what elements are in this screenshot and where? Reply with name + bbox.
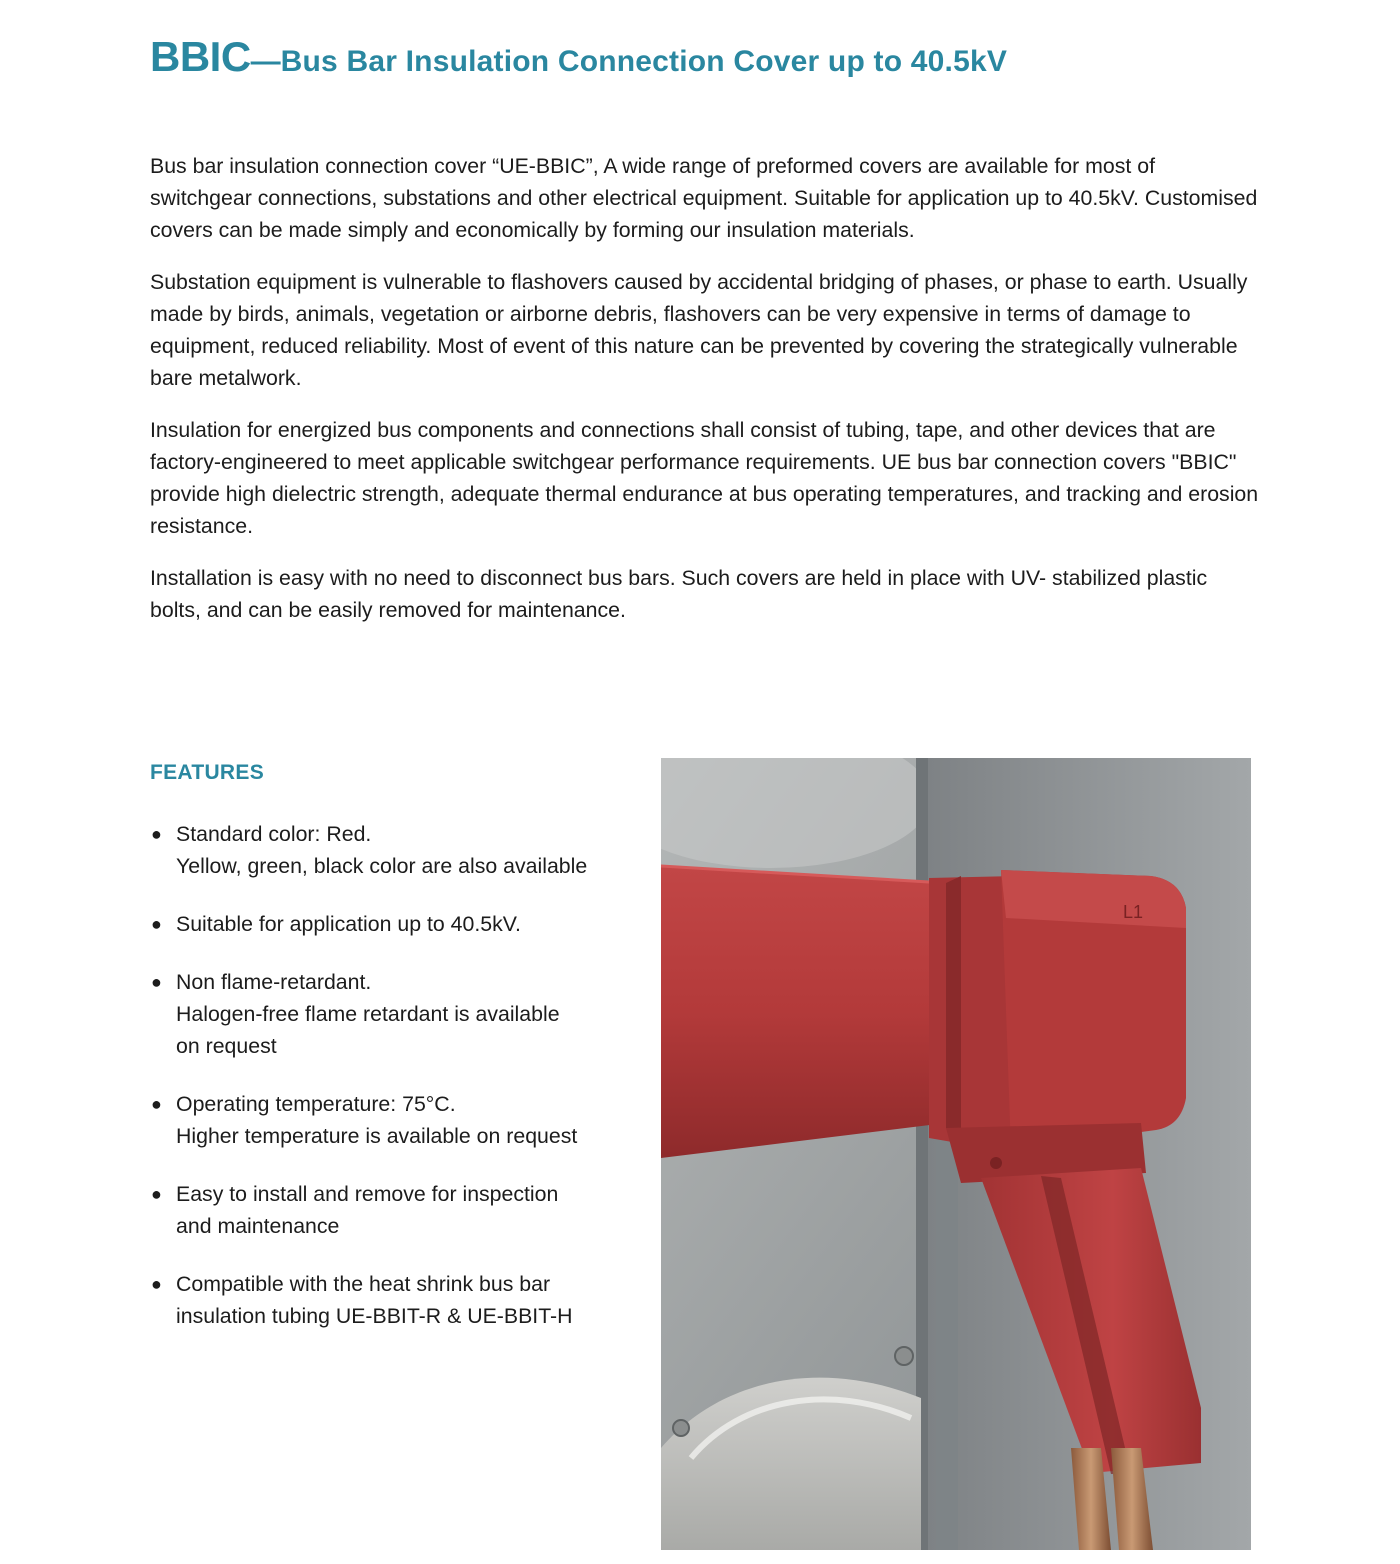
intro-paragraph-2: Substation equipment is vulnerable to flashovers caused by accidental bridging of phases, or phase to earth. Usually made by birds, animals, vegetation or airborne debris, flashovers can be very expensive in terms of damage to equipment, reduced reliability. Most of event of this nature can be prevented by covering the strategically vulnerable bare metalwork. <box>150 270 1248 390</box>
bullet-icon: ● <box>151 1274 162 1294</box>
collar-shadow <box>946 876 961 1133</box>
feature-line: Operating temperature: 75°C. <box>176 1092 456 1116</box>
feature-item-color <box>150 818 640 882</box>
feature-line: Standard color: Red. <box>176 822 372 846</box>
page-title <box>150 33 1008 80</box>
bus-bar-cover-horizontal <box>661 866 946 1158</box>
feature-line: and maintenance <box>176 1214 340 1238</box>
feature-line: insulation tubing UE-BBIT-R & UE-BBIT-H <box>176 1304 573 1328</box>
feature-item-compatible <box>150 1268 640 1332</box>
features-heading: FEATURES <box>150 761 265 784</box>
intro-paragraph-3: Insulation for energized bus components and connections shall consist of tubing, tape, and other devices that are factory-engineered to meet applicable switchgear performance requirements. UE bus bar connection covers "BBIC" provide high dielectric strength, adequate thermal endurance at bus operating temperatures, and tracking and erosion resistance. <box>150 418 1259 538</box>
intro-section <box>150 150 1260 646</box>
bullet-icon: ● <box>151 914 162 934</box>
intro-paragraph-4: Installation is easy with no need to disconnect bus bars. Such covers are held in place with UV- stabilized plastic bolts, and can be easily removed for maintenance. <box>150 566 1208 622</box>
bus-bar-cover-illustration <box>661 758 1251 1550</box>
features-list <box>150 818 640 1358</box>
support-bracket <box>936 1138 958 1550</box>
bullet-icon: ● <box>151 1184 162 1204</box>
product-photo <box>661 758 1251 1550</box>
feature-item-flame <box>150 966 640 1062</box>
feature-line: Compatible with the heat shrink bus bar <box>176 1272 551 1296</box>
bullet-icon: ● <box>151 824 162 844</box>
feature-line: Easy to install and remove for inspection <box>176 1182 559 1206</box>
feature-line: Non flame-retardant. <box>176 970 372 994</box>
feature-line: on request <box>176 1034 277 1058</box>
feature-line: Suitable for application up to 40.5kV. <box>176 912 521 936</box>
feature-item-voltage <box>150 908 640 940</box>
feature-item-install <box>150 1178 640 1242</box>
feature-line: Halogen-free flame retardant is available <box>176 1002 560 1026</box>
title-text: Bus Bar Insulation Connection Cover up to 40.5kV <box>280 45 1008 78</box>
plastic-bolt-icon <box>990 1157 1002 1169</box>
bolt-icon <box>673 1420 689 1436</box>
intro-paragraph-1: Bus bar insulation connection cover “UE-BBIC”, A wide range of preformed covers are available for most of switchgear connections, substations and other electrical equipment. Suitable for application up to 40.5kV. Customised covers can be made simply and economically by forming our insulation materials. <box>150 154 1258 242</box>
title-dash: — <box>250 45 281 78</box>
product-code: BBIC <box>150 33 251 80</box>
bullet-icon: ● <box>151 1094 162 1114</box>
feature-line: Yellow, green, black color are also available <box>176 854 588 878</box>
bullet-icon: ● <box>151 972 162 992</box>
feature-line: Higher temperature is available on request <box>176 1124 578 1148</box>
feature-item-temperature <box>150 1088 640 1152</box>
bolt-icon <box>895 1347 913 1365</box>
embossed-mark: L1 <box>1123 902 1144 922</box>
